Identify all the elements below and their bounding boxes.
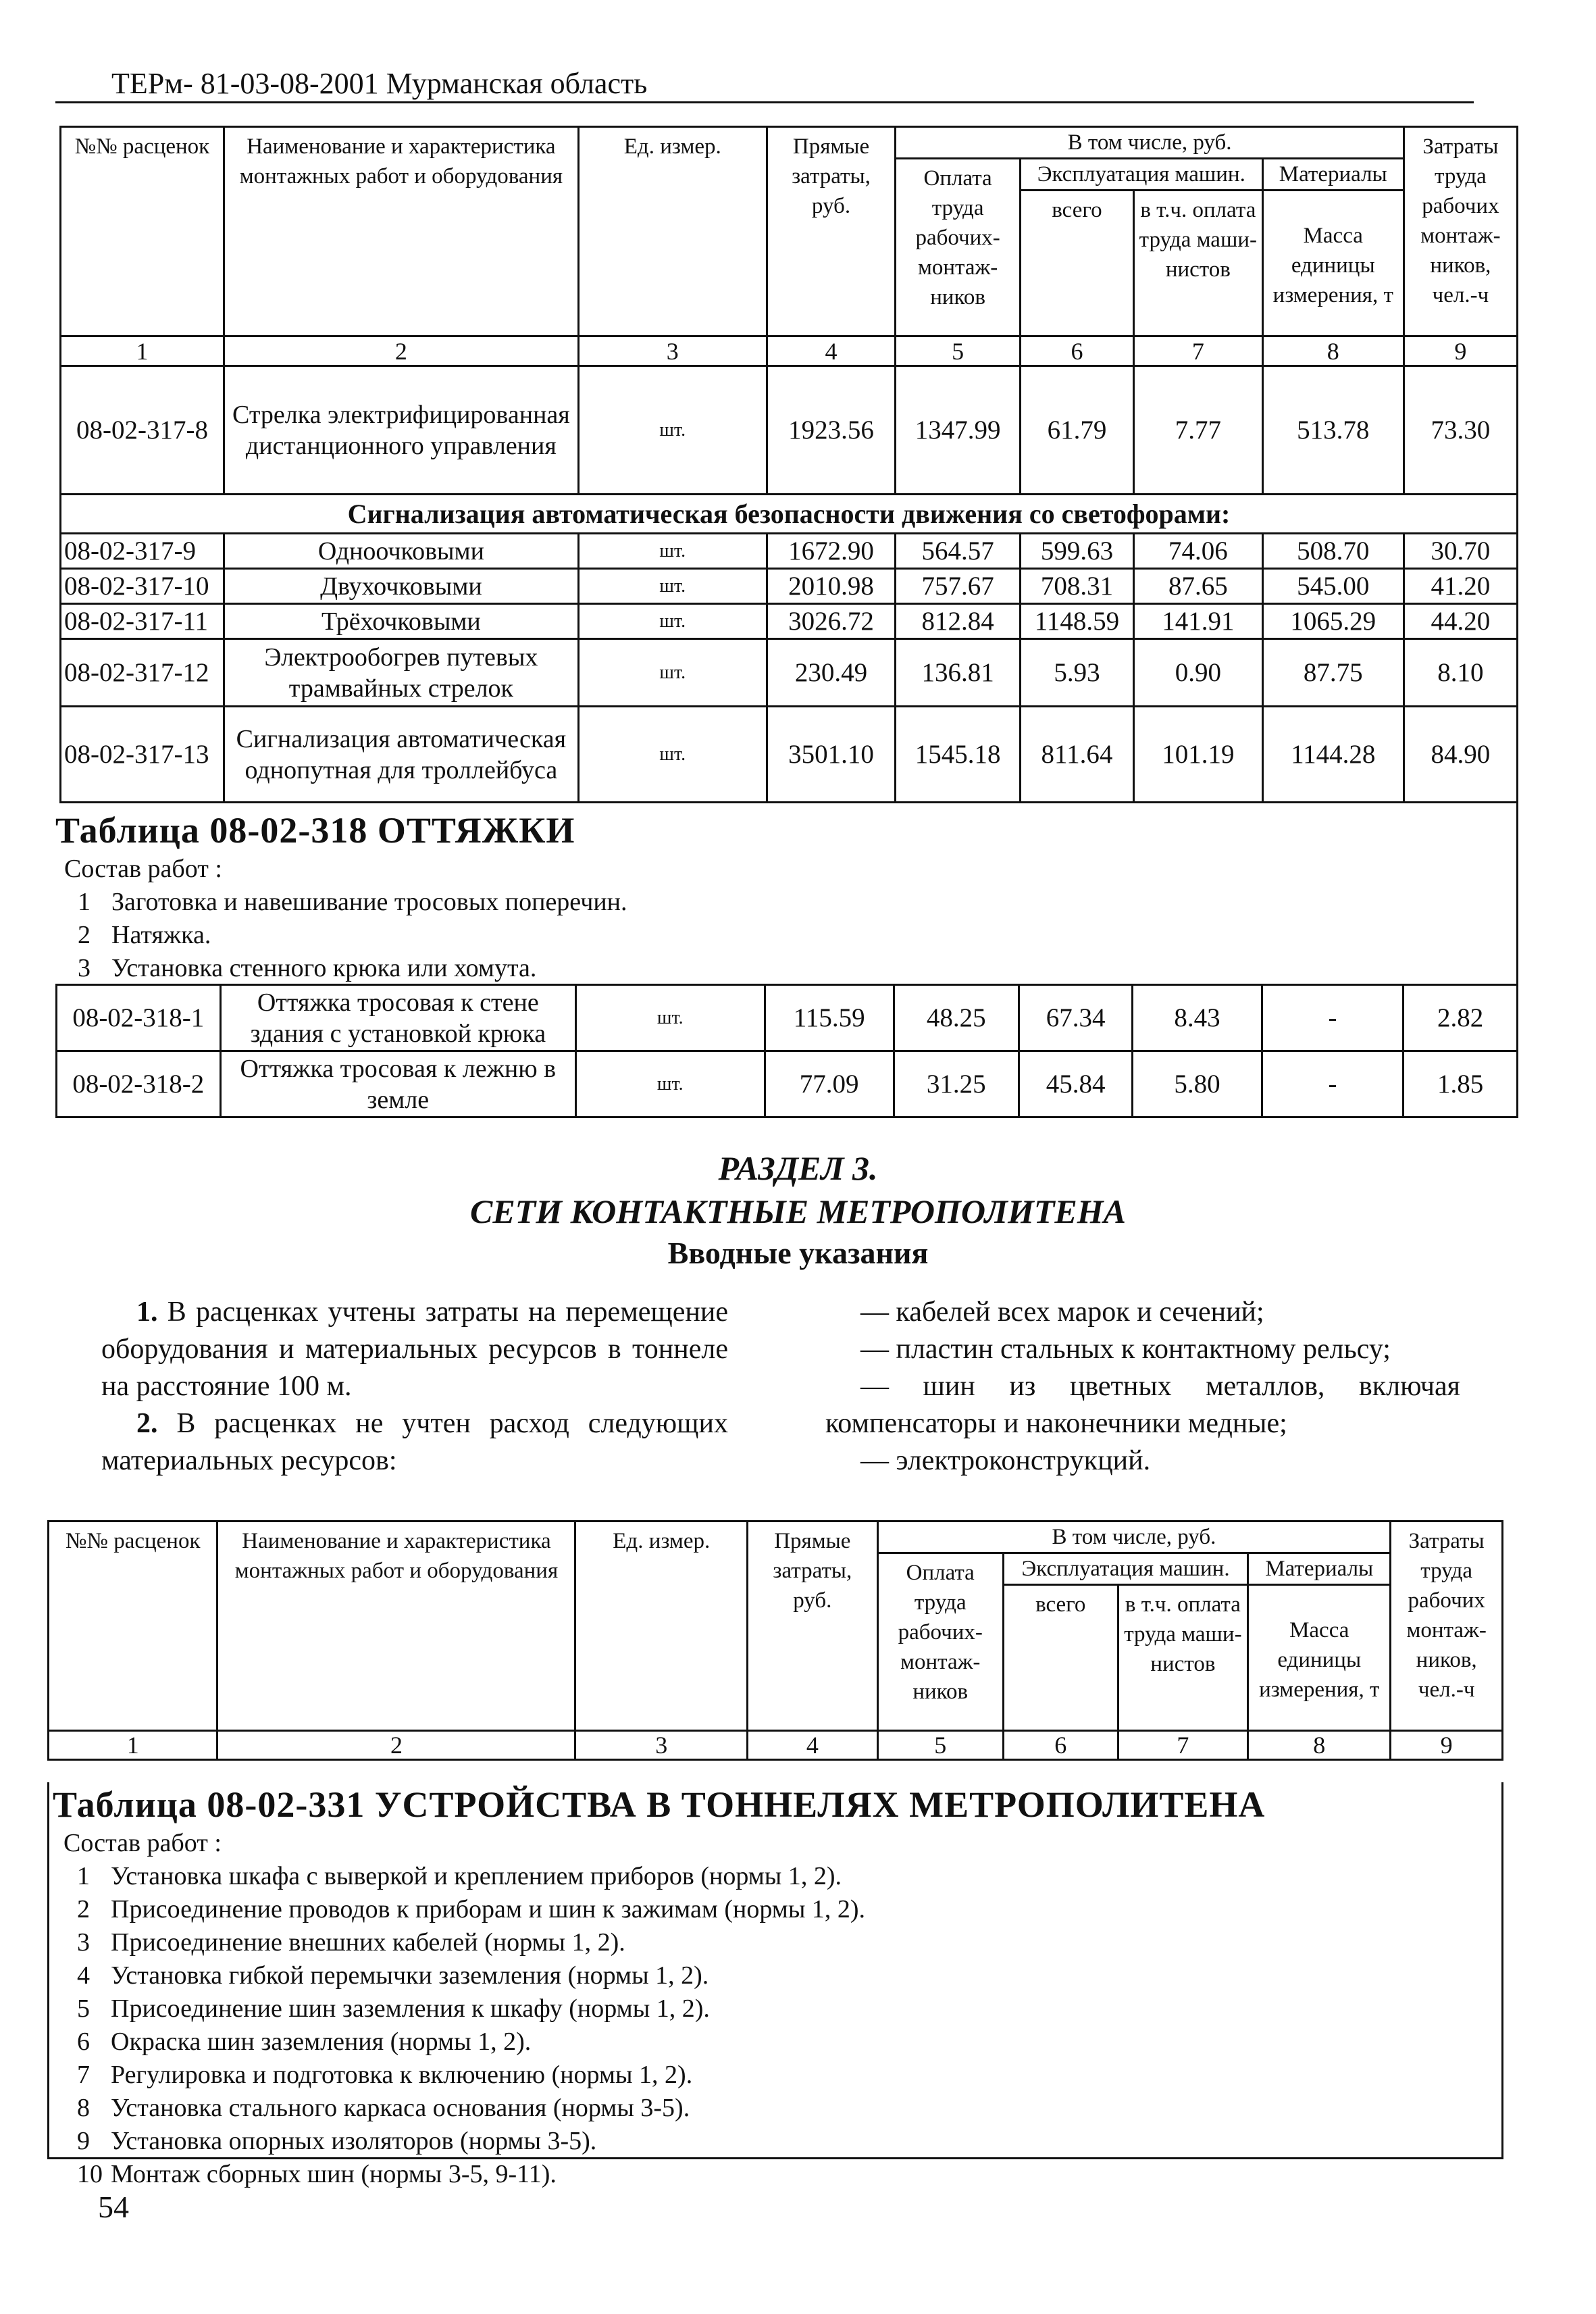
rate-wages: 812.84 xyxy=(896,604,1021,639)
item-number: 5 xyxy=(77,1994,90,2023)
rate-code: 08-02-317-9 xyxy=(61,534,224,569)
item-text: Установка опорных изоляторов (нормы 3-5). xyxy=(111,2127,597,2155)
col-header-incl: В том числе, руб. xyxy=(896,127,1404,159)
col-header-labor: Затраты труда рабочих монтаж-ников, чел.-ч xyxy=(1404,127,1517,336)
item-number: 7 xyxy=(77,2061,90,2089)
item-number: 1 xyxy=(78,888,91,916)
item-text: Установка стального каркаса основания (нормы 3-5). xyxy=(111,2094,690,2122)
section-heading: Сигнализация автоматическая безопасности движения со светофорами: xyxy=(61,495,1518,534)
item-number: 3 xyxy=(78,954,91,982)
item-number: 2 xyxy=(77,1895,90,1923)
rate-name: Электрообогрев путевых трамвайных стрелок xyxy=(224,639,578,707)
col-header-machines: Эксплуатация машин. xyxy=(1020,159,1262,191)
col-number: 7 xyxy=(1134,336,1263,366)
rate-code: 08-02-317-12 xyxy=(61,639,224,707)
rate-materials: - xyxy=(1262,1051,1404,1117)
col-header-materials: Материалы xyxy=(1248,1553,1391,1585)
rate-wages: 1347.99 xyxy=(896,366,1021,495)
item-text: Присоединение шин заземления к шкафу (нормы 1, 2). xyxy=(111,1994,710,2023)
col-header-unit: Ед. измер. xyxy=(575,1521,748,1731)
item-number: 9 xyxy=(77,2127,90,2155)
list-item xyxy=(63,2026,865,2059)
item-text: Регулировка и подготовка к включению (нормы 1, 2). xyxy=(111,2061,693,2089)
item-text: Установка гибкой перемычки заземления (нормы 1, 2). xyxy=(111,1961,709,1990)
item-text: Монтаж сборных шин (нормы 3-5, 9-11). xyxy=(111,2160,557,2188)
rate-name: Оттяжка тросовая к лежню в земле xyxy=(220,1051,575,1117)
rate-unit: шт. xyxy=(575,985,765,1051)
rate-wages: 564.57 xyxy=(896,534,1021,569)
item-text: Окраска шин заземления (нормы 1, 2). xyxy=(111,2028,532,2056)
col-header-machines-total: всего xyxy=(1020,191,1133,336)
col-number: 5 xyxy=(896,336,1021,366)
rate-materials: 545.00 xyxy=(1262,569,1404,604)
table-row xyxy=(61,604,1518,639)
list-item xyxy=(63,1860,865,1893)
table-row xyxy=(61,366,1518,495)
item-text: Присоединение внешних кабелей (нормы 1, 2). xyxy=(111,1928,625,1957)
col-header-code: №№ расценок xyxy=(61,127,224,336)
rate-machines: 599.63 xyxy=(1020,534,1133,569)
rate-wages: 136.81 xyxy=(896,639,1021,707)
col-number: 3 xyxy=(575,1731,748,1760)
item-number: 1 xyxy=(77,1862,90,1890)
rate-unit: шт. xyxy=(575,1051,765,1117)
rate-machines: 811.64 xyxy=(1020,707,1133,803)
col-number: 2 xyxy=(217,1731,575,1760)
col-header-direct: Прямые затраты, руб. xyxy=(767,127,896,336)
col-header-machines-total: всего xyxy=(1003,1585,1118,1731)
rate-name: Трёхочковыми xyxy=(224,604,578,639)
intro-right-column xyxy=(825,1294,1460,1480)
rate-code: 08-02-317-11 xyxy=(61,604,224,639)
col-header-wages: Оплата труда рабочих-монтаж-ников xyxy=(877,1553,1003,1731)
rate-materials: 87.75 xyxy=(1262,639,1404,707)
item-text: Натяжка. xyxy=(111,921,211,949)
col-header-materials: Материалы xyxy=(1262,159,1404,191)
col-number: 3 xyxy=(578,336,767,366)
rate-name: Двухочковыми xyxy=(224,569,578,604)
col-number: 9 xyxy=(1391,1731,1503,1760)
rate-unit: шт. xyxy=(578,639,767,707)
rate-machines: 45.84 xyxy=(1019,1051,1133,1117)
col-header-name: Наименование и характеристика монтажных работ и оборудования xyxy=(224,127,578,336)
list-item xyxy=(63,1926,865,1959)
rate-direct: 3026.72 xyxy=(767,604,896,639)
rate-machines-wages: 87.65 xyxy=(1134,569,1263,604)
rate-machines: 5.93 xyxy=(1020,639,1133,707)
col-header-unit: Ед. измер. xyxy=(578,127,767,336)
list-item xyxy=(63,1893,865,1926)
rate-unit: шт. xyxy=(578,534,767,569)
col-header-machines: Эксплуатация машин. xyxy=(1003,1553,1247,1585)
intro-left-column xyxy=(101,1294,728,1480)
col-header-wages: Оплата труда рабочих-монтаж-ников xyxy=(896,159,1021,336)
col-number: 6 xyxy=(1003,1731,1118,1760)
rate-direct: 3501.10 xyxy=(767,707,896,803)
rate-unit: шт. xyxy=(578,707,767,803)
rate-code: 08-02-318-1 xyxy=(57,985,221,1051)
item-text: Установка шкафа с выверкой и креплением приборов (нормы 1, 2). xyxy=(111,1862,842,1890)
list-item xyxy=(64,886,627,919)
section-number: РАЗДЕЛ 3. xyxy=(718,1149,878,1187)
rate-labor: 1.85 xyxy=(1404,1051,1518,1117)
list-item xyxy=(63,2059,865,2092)
rate-direct: 2010.98 xyxy=(767,569,896,604)
list-item xyxy=(63,1992,865,2026)
list-item: — пластин стальных к контактному рельсу; xyxy=(860,1334,1391,1365)
rate-machines: 67.34 xyxy=(1019,985,1133,1051)
header-rule xyxy=(55,101,1474,103)
rate-code: 08-02-317-13 xyxy=(61,707,224,803)
rate-code: 08-02-317-10 xyxy=(61,569,224,604)
rate-wages: 48.25 xyxy=(894,985,1019,1051)
rate-code: 08-02-318-2 xyxy=(57,1051,221,1117)
col-header-mass: Масса единицы измерения, т xyxy=(1262,191,1404,336)
rate-machines-wages: 8.43 xyxy=(1133,985,1262,1051)
intro-paragraph-2 xyxy=(101,1405,728,1480)
rate-labor: 2.82 xyxy=(1404,985,1518,1051)
rates-table-bottom xyxy=(47,1520,1503,1761)
col-header-machines-wages: в т.ч. оплата труда маши-нистов xyxy=(1118,1585,1248,1731)
item-number: 4 xyxy=(77,1961,90,1990)
work-label: Состав работ : xyxy=(64,855,222,883)
intro-heading: Вводные указания xyxy=(667,1236,929,1270)
rate-machines: 1148.59 xyxy=(1020,604,1133,639)
col-header-incl: В том числе, руб. xyxy=(877,1521,1391,1553)
rate-labor: 73.30 xyxy=(1404,366,1517,495)
paragraph-text: В расценках учтены затраты на перемещение оборудования и материальных ресурсов в тоннеле на расстояние 100 м. xyxy=(101,1297,729,1402)
rate-name: Стрелка электрифицированная дистанционного управления xyxy=(224,366,578,495)
page-number: 54 xyxy=(98,2190,129,2224)
col-number: 7 xyxy=(1118,1731,1248,1760)
rate-machines-wages: 74.06 xyxy=(1134,534,1263,569)
item-number: 8 xyxy=(77,2094,90,2122)
rate-unit: шт. xyxy=(578,604,767,639)
item-number: 3 xyxy=(77,1928,90,1957)
col-header-code: №№ расценок xyxy=(49,1521,217,1731)
rate-machines-wages: 141.91 xyxy=(1134,604,1263,639)
rate-machines-wages: 5.80 xyxy=(1133,1051,1262,1117)
table-row xyxy=(57,1051,1518,1117)
rate-machines: 708.31 xyxy=(1020,569,1133,604)
col-number: 6 xyxy=(1020,336,1133,366)
rate-direct: 230.49 xyxy=(767,639,896,707)
rate-materials: 1144.28 xyxy=(1262,707,1404,803)
table-row xyxy=(61,569,1518,604)
paragraph-text: В расценках не учтен расход следующих материальных ресурсов: xyxy=(101,1408,729,1476)
rate-code: 08-02-317-8 xyxy=(61,366,224,495)
item-number: 6 xyxy=(77,2028,90,2056)
rate-materials: 513.78 xyxy=(1262,366,1404,495)
col-number: 1 xyxy=(49,1731,217,1760)
intro-paragraph-1 xyxy=(101,1294,728,1405)
work-composition-331 xyxy=(63,1827,865,2191)
list-item xyxy=(63,1959,865,1992)
rate-labor: 8.10 xyxy=(1404,639,1517,707)
page-header: ТЕРм- 81-03-08-2001 Мурманская область xyxy=(111,67,648,100)
col-header-mass: Масса единицы измерения, т xyxy=(1248,1585,1391,1731)
rate-labor: 44.20 xyxy=(1404,604,1517,639)
list-item xyxy=(63,2125,865,2158)
col-number: 8 xyxy=(1248,1731,1391,1760)
rate-direct: 77.09 xyxy=(765,1051,894,1117)
col-header-labor: Затраты труда рабочих монтаж-ников, чел.-ч xyxy=(1391,1521,1503,1731)
col-number: 9 xyxy=(1404,336,1517,366)
rate-labor: 30.70 xyxy=(1404,534,1517,569)
rate-name: Сигнализация автоматическая однопутная для троллейбуса xyxy=(224,707,578,803)
rate-wages: 757.67 xyxy=(896,569,1021,604)
rate-direct: 1672.90 xyxy=(767,534,896,569)
list-item xyxy=(64,919,627,952)
rates-table-318 xyxy=(55,984,1518,1118)
work-composition-318 xyxy=(64,853,627,985)
rate-wages: 1545.18 xyxy=(896,707,1021,803)
item-text: Установка стенного крюка или хомута. xyxy=(111,954,537,982)
table-title-318: Таблица 08-02-318 ОТТЯЖКИ xyxy=(55,810,575,851)
rate-name: Одноочковыми xyxy=(224,534,578,569)
col-number: 4 xyxy=(748,1731,878,1760)
table-row xyxy=(61,639,1518,707)
list-item: — электроконструкций. xyxy=(860,1445,1151,1476)
rate-materials: 508.70 xyxy=(1262,534,1404,569)
rate-direct: 115.59 xyxy=(765,985,894,1051)
table-title-331: Таблица 08-02-331 УСТРОЙСТВА В ТОННЕЛЯХ МЕТРОПОЛИТЕНА xyxy=(53,1784,1266,1825)
col-header-name: Наименование и характеристика монтажных работ и оборудования xyxy=(217,1521,575,1731)
table-row xyxy=(61,707,1518,803)
rate-wages: 31.25 xyxy=(894,1051,1019,1117)
rate-direct: 1923.56 xyxy=(767,366,896,495)
col-header-direct: Прямые затраты, руб. xyxy=(748,1521,878,1731)
col-number: 8 xyxy=(1262,336,1404,366)
item-text: Присоединение проводов к приборам и шин к зажимам (нормы 1, 2). xyxy=(111,1895,866,1923)
rate-labor: 84.90 xyxy=(1404,707,1517,803)
col-header-machines-wages: в т.ч. оплата труда маши-нистов xyxy=(1134,191,1263,336)
item-number: 10 xyxy=(77,2160,103,2188)
rate-name: Оттяжка тросовая к стене здания с установкой крюка xyxy=(220,985,575,1051)
rate-labor: 41.20 xyxy=(1404,569,1517,604)
paragraph-number: 2. xyxy=(136,1408,158,1439)
work-label: Состав работ : xyxy=(63,1829,222,1857)
item-text: Заготовка и навешивание тросовых поперечин. xyxy=(111,888,627,916)
paragraph-number: 1. xyxy=(136,1297,158,1328)
list-item xyxy=(63,2158,865,2191)
rate-machines-wages: 0.90 xyxy=(1134,639,1263,707)
col-number: 1 xyxy=(61,336,224,366)
rate-machines: 61.79 xyxy=(1020,366,1133,495)
list-item: — шин из цветных металлов, включая компенсаторы и наконечники медные; xyxy=(825,1371,1460,1439)
rate-unit: шт. xyxy=(578,366,767,495)
col-number: 2 xyxy=(224,336,578,366)
table-row xyxy=(61,534,1518,569)
col-number: 4 xyxy=(767,336,896,366)
rates-table-top xyxy=(59,126,1518,803)
rate-materials: - xyxy=(1262,985,1404,1051)
list-item xyxy=(63,2092,865,2125)
table-row xyxy=(57,985,1518,1051)
col-number: 5 xyxy=(877,1731,1003,1760)
rate-materials: 1065.29 xyxy=(1262,604,1404,639)
rate-machines-wages: 7.77 xyxy=(1134,366,1263,495)
rate-machines-wages: 101.19 xyxy=(1134,707,1263,803)
list-item xyxy=(64,952,627,985)
list-item: — кабелей всех марок и сечений; xyxy=(860,1297,1264,1328)
item-number: 2 xyxy=(78,921,91,949)
rate-unit: шт. xyxy=(578,569,767,604)
table-frame-edge xyxy=(1516,801,1518,985)
section-title: СЕТИ КОНТАКТНЫЕ МЕТРОПОЛИТЕНА xyxy=(469,1192,1127,1230)
